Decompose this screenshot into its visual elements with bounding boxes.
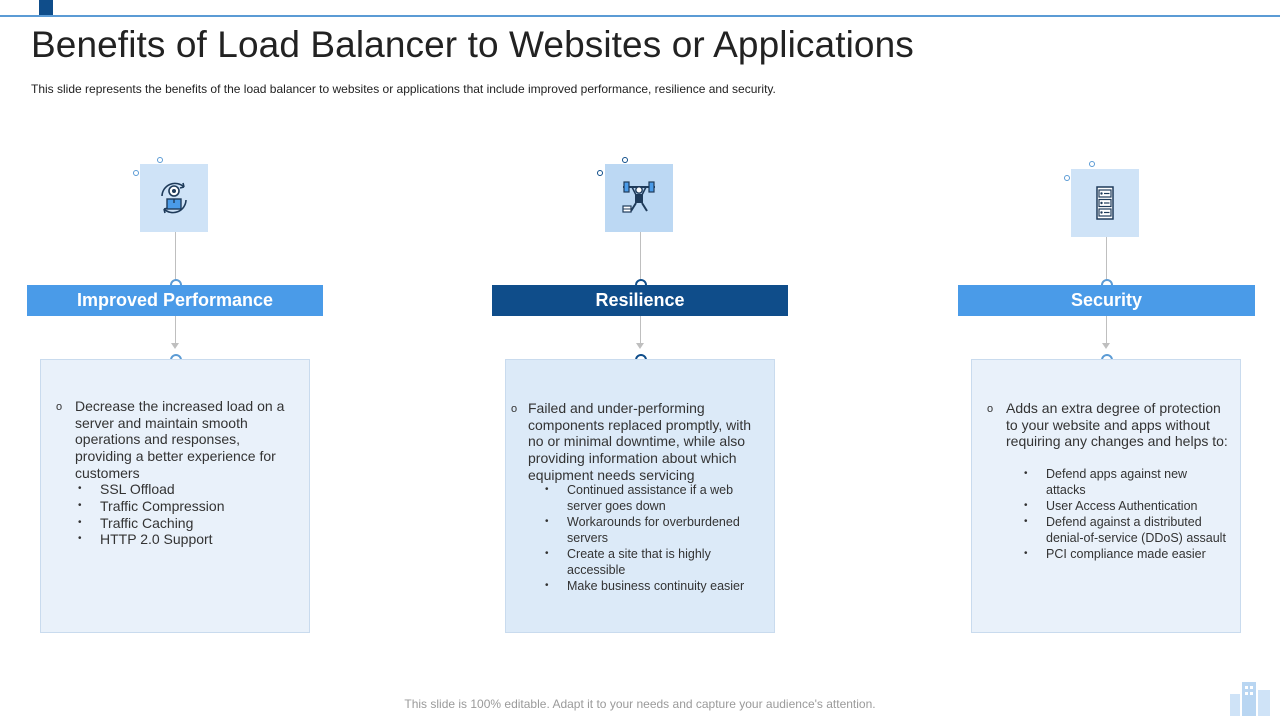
page-subtitle: This slide represents the benefits of the load balancer to websites or applications that include improved performance, resilience and security. xyxy=(31,82,776,96)
gear-box-cycle-icon xyxy=(154,178,194,218)
list-item: • SSL Offload xyxy=(100,481,224,498)
list-item: • PCI compliance made easier xyxy=(1046,546,1226,562)
bullet-circle-icon: o xyxy=(56,401,63,413)
connector-line xyxy=(1106,316,1107,346)
server-rack-icon xyxy=(1085,183,1125,223)
heading-banner: Security xyxy=(958,285,1255,316)
bullet-circle-icon: o xyxy=(511,403,518,415)
heading-banner: Improved Performance xyxy=(27,285,323,316)
benefit-main-item xyxy=(987,400,1228,450)
benefit-card xyxy=(971,359,1241,633)
benefit-main-item xyxy=(511,400,762,484)
benefit-main-item xyxy=(56,398,297,482)
list-item: • Create a site that is highly accessible xyxy=(567,546,760,578)
decor-dot xyxy=(1089,161,1095,167)
list-item: • Continued assistance if a web server goes down xyxy=(567,482,760,514)
benefit-main-text: Adds an extra degree of protection to your website and apps without requiring any changes and helps to: xyxy=(1006,400,1228,450)
list-item: • Defend against a distributed denial-of-service (DDoS) assault xyxy=(1046,514,1226,546)
benefit-card xyxy=(505,359,775,633)
list-item: • User Access Authentication xyxy=(1046,498,1226,514)
footer-note: This slide is 100% editable. Adapt it to your needs and capture your audience's attention. xyxy=(404,697,876,711)
building-decoration-icon xyxy=(1228,676,1272,716)
list-item: • Traffic Compression xyxy=(100,498,224,515)
decor-dot xyxy=(157,157,163,163)
benefit-sub-list xyxy=(567,482,760,594)
icon-box xyxy=(140,164,208,232)
benefit-sub-list xyxy=(1046,466,1226,562)
bullet-circle-icon: o xyxy=(987,403,994,415)
list-item: • Make business continuity easier xyxy=(567,578,760,594)
header-accent-tab xyxy=(39,0,53,15)
page-title: Benefits of Load Balancer to Websites or Applications xyxy=(31,24,914,65)
connector-line xyxy=(640,232,641,284)
list-item: • Traffic Caching xyxy=(100,515,224,532)
list-item: • HTTP 2.0 Support xyxy=(100,531,224,548)
decor-dot xyxy=(133,170,139,176)
list-item: • Defend apps against new attacks xyxy=(1046,466,1226,498)
weightlifter-icon xyxy=(619,178,659,218)
connector-line xyxy=(1106,237,1107,284)
benefit-sub-list xyxy=(100,481,224,548)
header-rule xyxy=(0,15,1280,17)
connector-arrow xyxy=(636,343,644,349)
icon-box xyxy=(605,164,673,232)
decor-dot xyxy=(1064,175,1070,181)
benefit-card xyxy=(40,359,310,633)
decor-dot xyxy=(597,170,603,176)
list-item: • Workarounds for overburdened servers xyxy=(567,514,760,546)
benefit-main-text: Failed and under-performing components replaced promptly, with no or minimal downtime, while also providing information about which equipment needs servicing xyxy=(528,400,752,483)
connector-line xyxy=(640,316,641,346)
benefit-main-text: Decrease the increased load on a server and maintain smooth operations and responses, providing a better experience for customers xyxy=(75,398,285,481)
connector-arrow xyxy=(171,343,179,349)
connector-line xyxy=(175,232,176,284)
icon-box xyxy=(1071,169,1139,237)
heading-banner: Resilience xyxy=(492,285,788,316)
connector-arrow xyxy=(1102,343,1110,349)
connector-line xyxy=(175,316,176,346)
decor-dot xyxy=(622,157,628,163)
